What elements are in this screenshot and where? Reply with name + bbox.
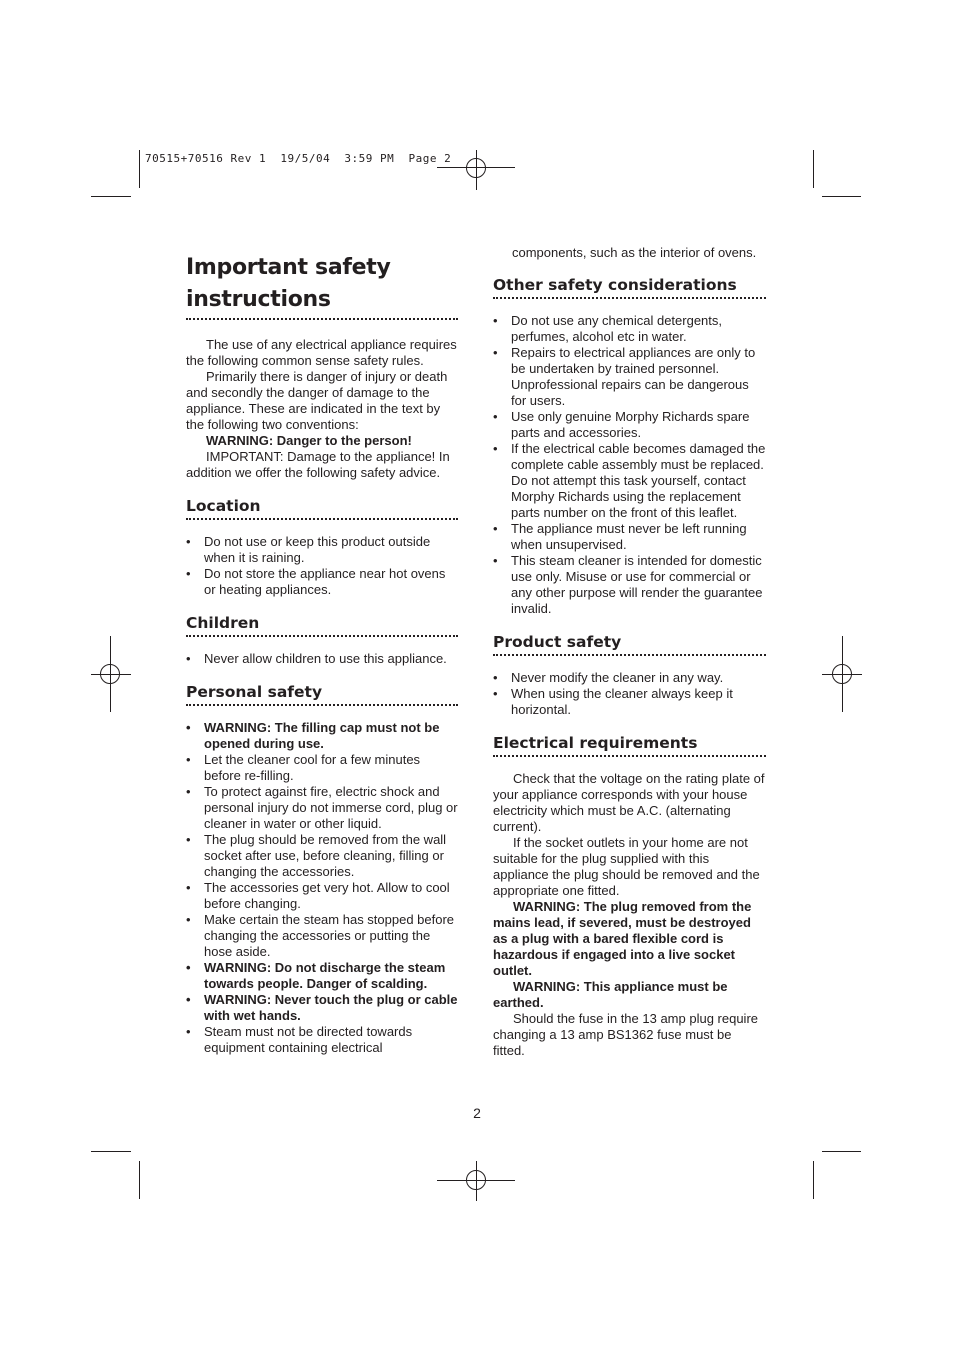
electrical-paragraphs	[493, 771, 766, 1059]
page-number: 2	[473, 1105, 481, 1121]
page-title: Important safety instructions	[186, 252, 458, 320]
list-item: • This steam cleaner is intended for domestic use only. Misuse or use for commercial or any other purpose will render the guarantee invalid.	[493, 553, 766, 617]
personal-safety-heading: Personal safety	[186, 682, 458, 706]
other-safety-list	[493, 313, 766, 617]
list-item: • Repairs to electrical appliances are only to be undertaken by trained personnel. Unprofessional repairs can be dangerous for users.	[493, 345, 766, 409]
paragraph: Primarily there is danger of injury or death and secondly the danger of damage to the appliance. These are indicated in the text by the following two conventions:	[186, 369, 448, 432]
location-section	[186, 496, 458, 598]
list-item: • WARNING: Do not discharge the steam towards people. Danger of scalding.	[186, 960, 458, 992]
list-item: • Use only genuine Morphy Richards spare parts and accessories.	[493, 409, 766, 441]
list-item: • Do not use or keep this product outside when it is raining.	[186, 534, 458, 566]
product-safety-section	[493, 632, 766, 718]
print-slug: 70515+70516 Rev 1 19/5/04 3:59 PM Page 2	[145, 152, 452, 165]
left-column	[186, 252, 458, 1056]
product-safety-list	[493, 670, 766, 718]
paragraph: WARNING: This appliance must be earthed.	[493, 979, 728, 1010]
electrical-heading: Electrical requirements	[493, 733, 766, 757]
list-item: • The accessories get very hot. Allow to cool before changing.	[186, 880, 458, 912]
list-item: • The plug should be removed from the wall socket after use, before cleaning, filling or changing the accessories.	[186, 832, 458, 880]
list-item: • Do not use any chemical detergents, perfumes, alcohol etc in water.	[493, 313, 766, 345]
electrical-section	[493, 733, 766, 1059]
list-item: • Never allow children to use this appliance.	[186, 651, 458, 667]
list-item: • Never modify the cleaner in any way.	[493, 670, 766, 686]
location-heading: Location	[186, 496, 458, 520]
list-item: • Do not store the appliance near hot ovens or heating appliances.	[186, 566, 458, 598]
paragraph: WARNING: Danger to the person!	[206, 433, 412, 448]
other-safety-heading: Other safety considerations	[493, 275, 766, 299]
personal-safety-section	[186, 682, 458, 1056]
list-item: • WARNING: The filling cap must not be opened during use.	[186, 720, 458, 752]
location-list	[186, 534, 458, 598]
list-item: • If the electrical cable becomes damaged the complete cable assembly must be replaced. Do not attempt this task yourself, contact Morphy Richards using the replacement parts number on the front of this leaflet.	[493, 441, 766, 521]
personal-safety-list	[186, 720, 458, 1056]
paragraph: IMPORTANT: Damage to the appliance! In addition we offer the following safety advice.	[186, 449, 450, 480]
list-item: • Steam must not be directed towards equipment containing electrical	[186, 1024, 458, 1056]
right-column	[493, 245, 766, 1059]
paragraph: The use of any electrical appliance requires the following common sense safety rules.	[186, 337, 457, 368]
product-safety-heading: Product safety	[493, 632, 766, 656]
list-item: • The appliance must never be left running when unsupervised.	[493, 521, 766, 553]
paragraph: WARNING: The plug removed from the mains lead, if severed, must be destroyed as a plug with a bared flexible cord is hazardous if engaged into a live socket outlet.	[493, 899, 752, 978]
list-item: • Let the cleaner cool for a few minutes before re-filling.	[186, 752, 458, 784]
list-item: • When using the cleaner always keep it horizontal.	[493, 686, 766, 718]
list-item: • WARNING: Never touch the plug or cable with wet hands.	[186, 992, 458, 1024]
children-section	[186, 613, 458, 667]
children-heading: Children	[186, 613, 458, 637]
paragraph: Check that the voltage on the rating plate of your appliance corresponds with your house electricity which must be A.C. (alternating current).	[493, 771, 765, 834]
other-safety-section	[493, 275, 766, 617]
list-item: • To protect against fire, electric shock and personal injury do not immerse cord, plug or cleaner in water or other liquid.	[186, 784, 458, 832]
list-item: • Make certain the steam has stopped before changing the accessories or putting the hose aside.	[186, 912, 458, 960]
children-list	[186, 651, 458, 667]
paragraph: Should the fuse in the 13 amp plug require changing a 13 amp BS1362 fuse must be fitted.	[493, 1011, 759, 1058]
paragraph: If the socket outlets in your home are not suitable for the plug supplied with this appliance the plug should be removed and the appropriate one fitted.	[493, 835, 760, 898]
continuation-text: components, such as the interior of ovens.	[512, 245, 757, 260]
intro	[186, 337, 458, 481]
